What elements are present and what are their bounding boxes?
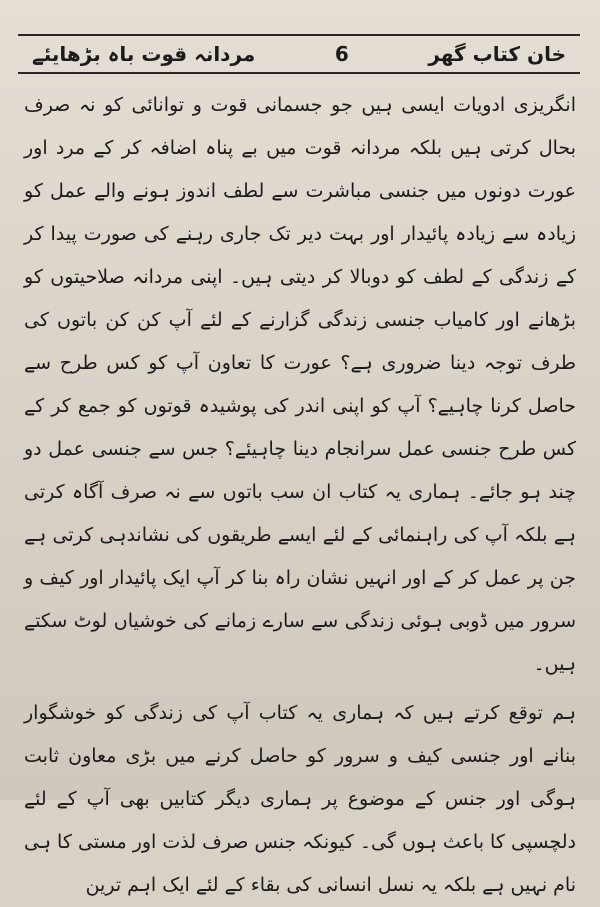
paragraph-1: انگریزی ادویات ایسی ہیں جو جسمانی قوت و توانائی کو نہ صرف بحال کرتی ہیں بلکہ مردانہ قوت میں بے پناہ اضافہ کر کے مرد اور عورت دونوں میں جنسی مباشرت سے لطف اندوز ہونے والے عمل کو زیادہ سے زیادہ پائیدار اور بہت دیر تک جاری رہنے کی صورت پیدا کر کے زندگی کے لطف کو دوبالا کر دیتی ہیں۔ اپنی مردانہ صلاحیتوں کو بڑھانے اور کامیاب جنسی زندگی گزارنے کے لئے آپ کن کن باتوں کی طرف توجہ دینا ضروری ہے؟ عورت کا تعاون آپ کو کس طرح سے حاصل کرنا چاہیے؟ آپ کو اپنی اندر کی پوشیدہ قوتوں کو جمع کر کے کس طرح جنسی عمل سرانجام دینا چاہیئے؟ جس سے جنسی عمل دو چند ہو جائے۔ ہماری یہ کتاب ان سب باتوں سے نہ صرف آگاہ کرتی ہے بلکہ آپ کی راہنمائی کے لئے ایسے طریقوں کی نشاندہی کرتی ہے جن پر عمل کر کے اور انہیں نشان راہ بنا کر آپ ایک پائیدار اور کیف و سرور میں ڈوبی ہوئی زندگی سے سارے زمانے کی خوشیاں لوٹ سکتے ہیں۔ [24, 94, 576, 675]
book-subtitle: مردانہ قوت باہ بڑھایئے [32, 42, 256, 66]
page-number: 6 [334, 42, 349, 66]
book-name: خان کتاب گھر [428, 42, 566, 66]
page-header [18, 34, 580, 74]
page-body [24, 84, 576, 896]
paragraph-2: ہم توقع کرتے ہیں کہ ہماری یہ کتاب آپ کی زندگی کو خوشگوار بنانے اور جنسی کیف و سرور کو حاصل کرنے میں بڑی معاون ثابت ہوگی اور جنس کے موضوع پر ہماری دیگر کتابیں بھی آپ کے لئے دلچسپی کا باعث ہوں گی۔ کیونکہ جنس صرف لذت اور مستی کا ہی نام نہیں ہے بلکہ یہ نسل انسانی کی بقاء کے لئے ایک اہم ترین [24, 702, 576, 896]
